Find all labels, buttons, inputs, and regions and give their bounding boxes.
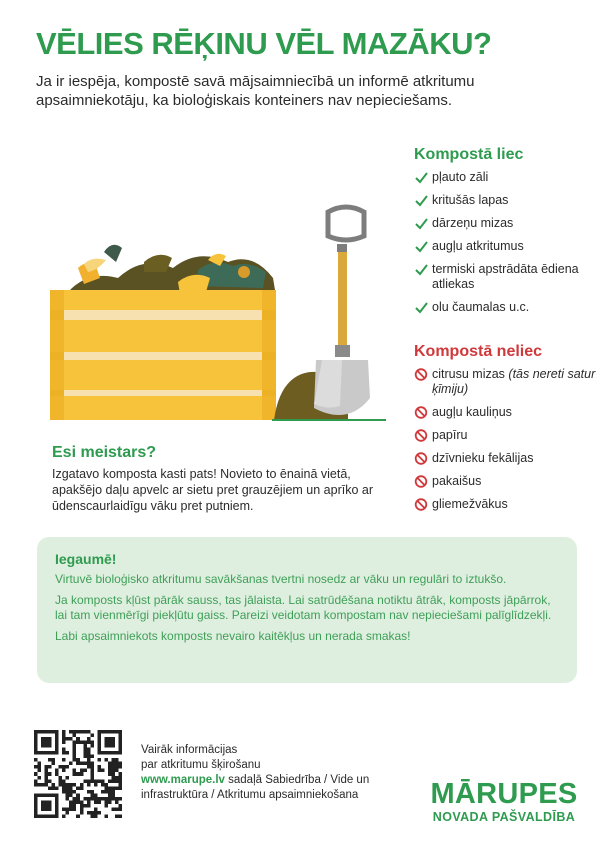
- check-icon: [414, 170, 430, 185]
- do-list-item: [414, 216, 600, 231]
- do-list-item-label: termiski apstrādāta ēdiena atliekas: [432, 262, 579, 291]
- compost-dont-section: [414, 343, 600, 520]
- no-entry-icon: [414, 474, 430, 489]
- remember-panel: [37, 537, 577, 683]
- no-entry-icon: [414, 428, 430, 443]
- dont-list-item-label: [432, 405, 512, 420]
- check-icon: [414, 239, 430, 254]
- dont-item-text: papīru: [432, 428, 468, 442]
- check-icon: [414, 216, 430, 231]
- do-list-item-label: olu čaumalas u.c.: [432, 300, 530, 314]
- do-list-item: [414, 193, 600, 208]
- dont-item-text: pakaišus: [432, 474, 482, 488]
- dont-list-item-label: [432, 367, 600, 397]
- website-link[interactable]: www.marupe.lv: [141, 774, 225, 786]
- dont-item-text: gliemežvākus: [432, 497, 508, 511]
- dont-heading: Kompostā neliec: [414, 343, 543, 360]
- intro-text: Ja ir iespēja, kompostē savā mājsaimniecībā un informē atkritumu apsaimniekotāju, ka bioloģiskais konteiners nav nepieciešams.: [36, 73, 475, 109]
- remember-heading: Iegaumē!: [55, 551, 117, 567]
- dont-list-item: [414, 474, 600, 489]
- no-entry-icon: [414, 405, 430, 420]
- compost-heap: [66, 245, 276, 296]
- dont-list-item-label: [432, 428, 467, 443]
- dont-list-item-label: [432, 474, 481, 489]
- master-section: [52, 444, 392, 514]
- remember-paragraph: Virtuvē bioloģisko atkritumu savākšanas tvertni nosedz ar vāku un regulāri to iztukšo.: [55, 572, 507, 586]
- do-list-item-label: pļauto zāli: [432, 170, 489, 184]
- remember-paragraph: Ja komposts kļūst pārāk sauss, tas jālaista. Lai satrūdēšana notiktu ātrāk, komposts jāpārrok, lai tam vienmērīgi piekļūtu gaiss. Pareizi veidotam kompostam nav nepieciešami palīglīdzekļi.: [55, 593, 552, 622]
- dont-list-item-label: [432, 451, 533, 466]
- compost-do-section: [414, 146, 600, 323]
- master-heading: Esi meistars?: [52, 444, 157, 461]
- dont-list-item: [414, 367, 600, 397]
- dont-list-item: [414, 497, 600, 512]
- dont-list-item-label: [432, 497, 508, 512]
- dont-item-text: citrusu mizas: [432, 367, 509, 381]
- dont-list-item: [414, 428, 600, 443]
- more-info-line: par atkritumu šķirošanu: [141, 759, 261, 771]
- remember-paragraph: Labi apsaimniekots komposts nevairo kaitēkļus un nerada smakas!: [55, 629, 411, 643]
- compost-box: [50, 290, 276, 420]
- shovel-icon: [314, 207, 370, 415]
- dont-item-text: dzīvnieku fekālijas: [432, 451, 534, 465]
- do-heading: Kompostā liec: [414, 146, 524, 163]
- logo-line-1: MĀRUPES: [430, 778, 578, 810]
- logo-line-2: NOVADA PAŠVALDĪBA: [432, 810, 576, 824]
- more-info: [141, 743, 371, 803]
- page-title: VĒLIES RĒĶINU VĒL MAZĀKU?: [36, 26, 492, 61]
- do-list-item-label: dārzeņu mizas: [432, 216, 514, 230]
- no-entry-icon: [414, 367, 430, 382]
- check-icon: [414, 262, 430, 277]
- master-text: Izgatavo komposta kasti pats! Novieto to ēnainā vietā, apakšējo daļu apvelc ar sietu pret grauzējiem un aprīko ar ūdenscaurlaidīgu vāku pret putniem.: [52, 467, 374, 513]
- more-info-path: sadaļā Sabiedrība / Vide un infrastruktūra / Atkritumu apsaimniekošana: [141, 774, 370, 801]
- municipality-logo: [424, 779, 584, 825]
- compost-illustration: [48, 200, 418, 430]
- more-info-line: Vairāk informācijas: [141, 744, 238, 756]
- check-icon: [414, 300, 430, 315]
- check-icon: [414, 193, 430, 208]
- dont-list-item: [414, 451, 600, 466]
- no-entry-icon: [414, 451, 430, 466]
- do-list-item: [414, 300, 600, 315]
- more-info-details: [141, 773, 371, 803]
- qr-code[interactable]: [34, 730, 122, 818]
- do-list-item: [414, 239, 600, 254]
- no-entry-icon: [414, 497, 430, 512]
- do-list-item-label: kritušās lapas: [432, 193, 509, 207]
- do-list-item: [414, 170, 600, 185]
- dont-list: [414, 367, 600, 512]
- do-list-item: [414, 262, 600, 292]
- do-list-item-label: augļu atkritumus: [432, 239, 524, 253]
- dont-list-item: [414, 405, 600, 420]
- do-list: [414, 170, 600, 315]
- dont-item-text: augļu kauliņus: [432, 405, 512, 419]
- dont-item-note: (tās nereti satur ķīmiju): [432, 367, 596, 396]
